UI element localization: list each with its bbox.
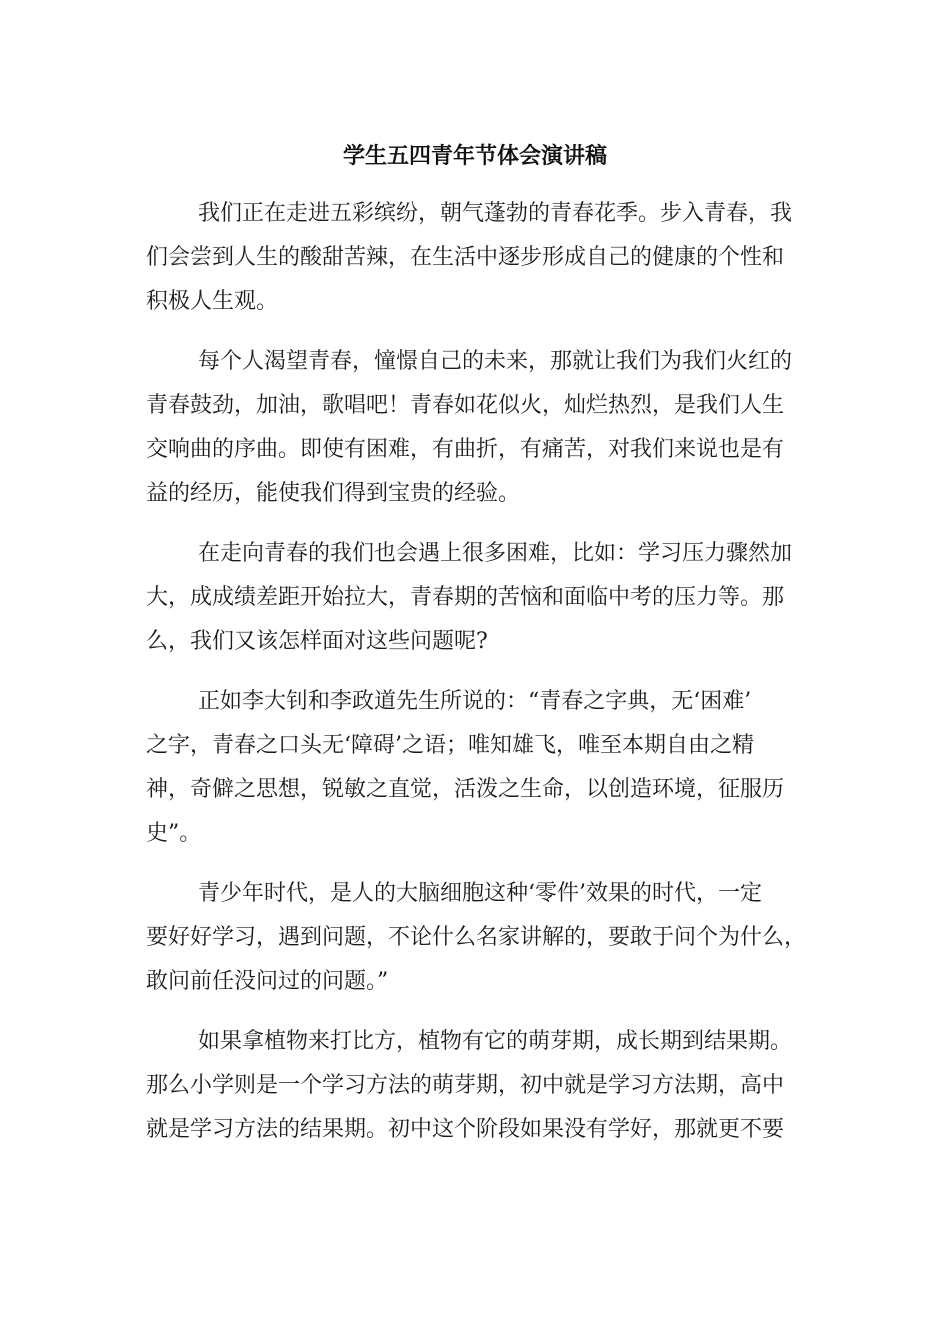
paragraph-line: 么，我们又该怎样面对这些问题呢? (146, 629, 488, 654)
paragraph-line: 神，奇僻之思想，锐敏之直觉，活泼之生命，以创造环境，征服历 (146, 777, 785, 802)
paragraph-line: 在走向青春的我们也会遇上很多困难，比如：学习压力骤然加 (198, 541, 793, 566)
paragraph-line: 积极人生观。 (146, 289, 279, 314)
paragraph-line: 我们正在走进五彩缤纷，朝气蓬勃的青春花季。步入青春，我 (198, 201, 793, 226)
paragraph-6 (146, 1020, 822, 1152)
paragraph-1 (146, 192, 822, 324)
paragraph-line: 就是学习方法的结果期。初中这个阶段如果没有学好，那就更不要 (146, 1117, 785, 1142)
paragraph-line: 如果拿植物来打比方，植物有它的萌芽期，成长期到结果期。 (198, 1029, 793, 1054)
paragraph-3 (146, 532, 822, 664)
paragraph-line: 史”。 (146, 821, 202, 846)
paragraph-line: 那么小学则是一个学习方法的萌芽期，初中就是学习方法期，高中 (146, 1073, 785, 1098)
paragraph-5 (146, 872, 822, 1004)
paragraph-line: 们会尝到人生的酸甜苦辣，在生活中逐步形成自己的健康的个性和 (146, 245, 785, 270)
paragraph-4 (146, 680, 822, 856)
paragraph-line: 青春鼓劲，加油，歌唱吧！青春如花似火，灿烂热烈，是我们人生 (146, 393, 785, 418)
document-title: 学生五四青年节体会演讲稿 (342, 144, 607, 169)
paragraph-line: 大，成成绩差距开始拉大，青春期的苦恼和面临中考的压力等。那 (146, 585, 785, 610)
paragraph-line: 每个人渴望青春，憧憬自己的未来，那就让我们为我们火红的 (198, 349, 793, 374)
paragraph-line: 正如李大钊和李政道先生所说的：“青春之字典，无‘困难’ (198, 689, 752, 714)
document-body (146, 192, 822, 1168)
paragraph-line: 敢问前任没问过的问题。” (146, 969, 389, 994)
paragraph-line: 要好好学习，遇到问题，不论什么名家讲解的，要敢于问个为什么， (146, 925, 807, 950)
paragraph-line: 交响曲的序曲。即使有困难，有曲折，有痛苦，对我们来说也是有 (146, 437, 785, 462)
paragraph-line: 青少年时代，是人的大脑细胞这种‘零件’效果的时代，一定 (198, 881, 762, 906)
paragraph-line: 益的经历，能使我们得到宝贵的经验。 (146, 481, 521, 506)
paragraph-line: 之字，青春之口头无‘障碍’之语；唯知雄飞，唯至本期自由之精 (146, 733, 754, 758)
paragraph-2 (146, 340, 822, 516)
